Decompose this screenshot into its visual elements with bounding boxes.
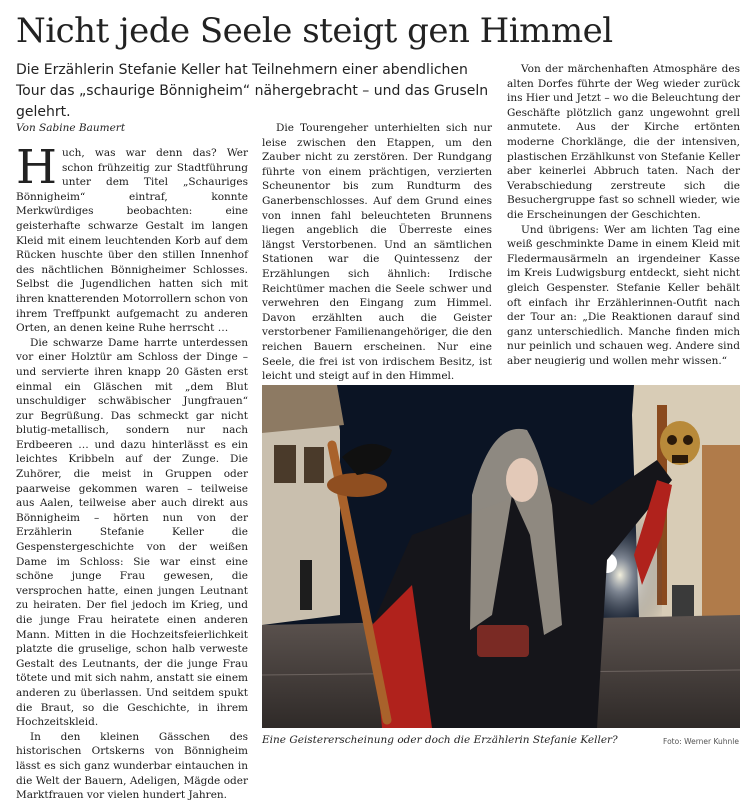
paragraph: In den kleinen Gässchen des historischen Ortskerns von Bönnigheim lässt es sich ganz wunderbar eintauchen in die Welt der Bauern, Adeligen, Mägde oder Marktfrauen vor vielen hundert Jahren. <box>16 730 248 802</box>
paragraph-text: uch, was war denn das? Wer schon frühzeitig zur Stadtführung unter dem Titel „Schauriges Bönnigheim“ eintraf, konnte Merkwürdiges beobachten: eine geisterhafte schwarze Gestalt im langen Kleid mit einem leuchtenden Korb auf dem Rücken huschte über den stillen Innenhof des nächtlichen Bönnigheimer Schlosses. Selbst die Jugendlichen hatten sich mit ihren knatterenden Motorrollern schon von ihrem Treffpunkt aufgemacht zu anderen Orten, an denen keine Ruhe herrscht … <box>16 147 249 335</box>
photo-credit: Foto: Werner Kuhnle <box>663 737 739 746</box>
article-column-1 <box>16 140 249 803</box>
subheadline: Die Erzählerin Stefanie Keller hat Teilnehmern einer abendlichen Tour das „schaurige Bönnigheim“ nähergebracht – und das Gruseln gelehrt. <box>16 62 489 120</box>
shoulder-bag <box>477 625 529 657</box>
article-photo <box>262 385 740 728</box>
article-column-3 <box>507 62 740 368</box>
photo-caption: Eine Geistererscheinung oder doch die Erzählerin Stefanie Keller? <box>262 734 618 746</box>
drop-cap: H <box>16 140 57 195</box>
byline: Von Sabine Baumert <box>16 122 126 134</box>
storyteller-photo-illustration <box>262 385 740 728</box>
paragraph: Von der märchenhaften Atmosphäre des alten Dorfes führte der Weg wieder zurück ins Hier und Jetzt – wo die Beleuchtung der Geschäfte plötzlich ganz ungewohnt grell anmutete. Aus der Kirche ertönten moderne Chorklänge, die der intensiven, plastischen Erzählkunst von Stefanie Keller aber keinerlei Abbruch taten. Nach der Verabschiedung zerstreute sich die Besuchergruppe fast so schnell wieder, wie die Erscheinungen der Geschichten. <box>507 63 740 221</box>
paragraph: Die Tourengeher unterhielten sich nur leise zwischen den Etappen, um den Zauber nicht zu zerstören. Der Rundgang führte von einem prächtigen, verzierten Scheunentor bis zum Rundturm des Ganerbenschlosses. Auf dem Grund eines von innen fahl beleuchteten Brunnens liegen angeblich die Überreste eines längst Verstorbenen. Und an sämtlichen Stationen war die Quintessenz der Erzählungen sich ähnlich: Irdische Reichtümer machen die Seele schwer und verwehren den Eingang zum Himmel. Davon erzählten auch die Geister verstorbener Familienangehöriger, die den reichen Bauern erscheinen. Nur eine Seele, die frei ist von irdischem Besitz, ist leicht und steigt auf in den Himmel. <box>262 122 492 383</box>
article-column-2 <box>262 121 492 384</box>
paragraph: Und übrigens: Wer am lichten Tag eine weiß geschminkte Dame in einem Kleid mit Fledermausärmeln an irgendeiner Kasse im Kreis Ludwigsburg entdeckt, sieht nicht gleich Gespenster. Stefanie Keller behält oft einfach ihr Erzählerinnen-Outfit nach der Tour an: „Die Reaktionen darauf sind ganz unterschiedlich. Manche finden mich nur peinlich und schauen weg. Andere sind aber neugierig und wollen mehr wissen.“ <box>507 223 740 367</box>
headline: Nicht jede Seele steigt gen Himmel <box>16 11 613 51</box>
paragraph <box>16 140 249 336</box>
face <box>506 458 538 502</box>
paragraph: Die schwarze Dame harrte unterdessen vor einer Holztür am Schloss der Dinge – und servierte ihren knapp 20 Gästen erst einmal ein Gläschen mit „dem Blut unschuldiger schwäbischer Jungfrauen“ zur Begrüßung. Das schmeckt gar nicht blutig-metallisch, sondern nur nach Erdbeeren … und dazu hinterlässt es ein leichtes Kribbeln auf der Zunge. Die Zuhörer, die meist in Gruppen oder paarweise gekommen waren – teilweise aus Aalen, teilweise aber auch direkt aus Bönnigheim – hörten nun von der Erzählerin Stefanie Keller die Gespenstergeschichte von der weißen Dame im Schloss: Sie war einst eine schöne junge Frau gewesen, die versprochen hatte, einen jungen Leutnant zu heiraten. Der fiel jedoch im Krieg, und die junge Frau heiratete einen anderen Mann. Mitten in die Hochzeitsfeierlichkeit platzte die gruselige, schon halb verweste Gestalt des Leutnants, der die junge Frau tötete und mit sich nahm, anstatt sie einem anderen zu überlassen. Und seitdem spukt die Braut, so die Geschichte, in ihrem Hochzeitskleid. <box>16 336 248 729</box>
